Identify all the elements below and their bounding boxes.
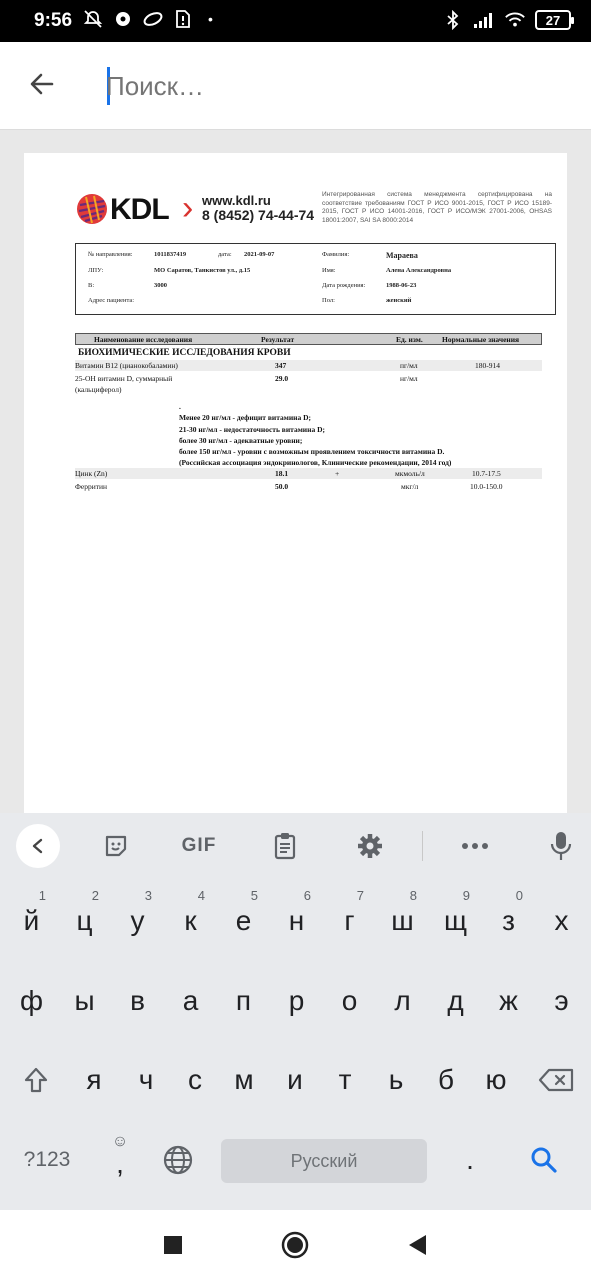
row-test-name: 25-OH витамин D, суммарный [75, 374, 173, 383]
key-з[interactable] [482, 888, 535, 950]
sex-label: Пол: [322, 297, 335, 304]
referral-label: № направления: [88, 251, 133, 258]
row-normal: 10.7-17.5 [472, 469, 501, 478]
key-р[interactable]: р [288, 985, 305, 1016]
results-table-header [75, 333, 542, 345]
key-д[interactable]: д [447, 985, 464, 1016]
key-г[interactable] [323, 888, 376, 950]
patient-info-box [75, 243, 556, 315]
globe-icon [162, 1144, 194, 1176]
note-line: (Российская ассоциация эндокринологов, Клинические рекомендации, 2014 год) [179, 458, 452, 468]
toolbar-divider [422, 831, 423, 861]
clipboard-button[interactable] [265, 826, 305, 866]
row-result: 347 [275, 361, 287, 370]
key-а[interactable]: а [182, 985, 199, 1016]
microphone-icon [550, 831, 572, 861]
sticker-button[interactable] [96, 826, 136, 866]
onscreen-keyboard [0, 813, 591, 1210]
key-й[interactable] [5, 888, 58, 950]
key-ч[interactable]: ч [138, 1064, 154, 1095]
key-п[interactable]: п [235, 985, 252, 1016]
key-hint: 8 [409, 888, 417, 903]
sim-alert-icon [172, 8, 194, 30]
address-label: Адрес пациента: [88, 297, 135, 304]
row-test-name: Цинк (Zn) [75, 469, 108, 478]
key-label: е [235, 905, 252, 936]
key-к[interactable] [164, 888, 217, 950]
space-key[interactable]: Русский [221, 1139, 427, 1183]
date-label: дата: [218, 251, 232, 258]
key-hint: 7 [356, 888, 364, 903]
gif-button[interactable]: GIF [181, 835, 217, 856]
status-time: 9:56 [34, 10, 73, 31]
key-label: г [344, 905, 355, 936]
note-line: более 30 нг/мл - адекватные уровни; [179, 435, 303, 445]
surname-label: Фамилия: [322, 251, 350, 258]
note-line: . [179, 402, 181, 411]
col-name-header: Наименование исследования [94, 335, 193, 344]
navigation-bar [0, 1210, 591, 1280]
language-key[interactable] [154, 1131, 202, 1189]
search-input[interactable] [106, 64, 546, 108]
backspace-key[interactable] [528, 1051, 584, 1109]
emoji-hint-icon: ☺ [111, 1133, 129, 1150]
settings-button[interactable] [350, 826, 390, 866]
note-line: 21-30 нг/мл - недостаточность витамина D; [179, 424, 325, 434]
key-в[interactable]: в [130, 985, 145, 1016]
row-test-name: Ферритин [75, 482, 108, 491]
key-б[interactable]: б [437, 1064, 455, 1095]
key-м[interactable]: м [234, 1064, 254, 1095]
row-result: 18.1 [275, 469, 289, 478]
row-unit: нг/мл [400, 374, 418, 383]
key-label: щ [443, 905, 468, 936]
key-label: й [23, 905, 40, 936]
row-result: 50.0 [275, 482, 289, 491]
key-label: у [130, 905, 145, 936]
back-button[interactable] [22, 64, 62, 104]
key-ж[interactable]: ж [499, 985, 518, 1016]
key-л[interactable]: л [394, 985, 411, 1016]
toolbar-collapse-button[interactable] [16, 824, 60, 868]
clipboard-icon [273, 832, 297, 860]
key-е[interactable] [217, 888, 270, 950]
name-value: Алена Александровна [386, 267, 452, 274]
table-row [75, 360, 542, 371]
sex-value: женский [386, 297, 412, 304]
leaf-icon [142, 8, 164, 30]
row-test-name-line2: (кальциферол) [75, 385, 122, 394]
key-hint: 0 [515, 888, 523, 903]
wifi-icon [504, 9, 526, 31]
row-unit: мкмоль/л [395, 469, 425, 478]
key-label: н [288, 905, 305, 936]
shift-key[interactable] [8, 1051, 64, 1109]
key-и[interactable]: и [287, 1064, 303, 1095]
key-label: , [116, 1148, 124, 1179]
key-с[interactable]: с [188, 1064, 202, 1095]
key-hint: 2 [91, 888, 99, 903]
key-о[interactable]: о [341, 985, 358, 1016]
key-hint: 3 [144, 888, 152, 903]
referral-value: 1011837419 [154, 251, 187, 258]
key-т[interactable]: т [338, 1064, 352, 1095]
search-key[interactable] [516, 1131, 572, 1189]
table-row [75, 373, 542, 384]
key-ц[interactable] [58, 888, 111, 950]
name-label: Имя: [322, 267, 336, 274]
key-label: з [502, 905, 515, 936]
key-hint: 9 [462, 888, 470, 903]
logo-chevron-icon: › [182, 189, 194, 227]
back-nav-button[interactable] [402, 1230, 432, 1260]
certification-text: Интегрированная система менеджмента сертифицирована на соответствие требованиям ГОСТ Р ИСО 9001-2015, ГОСТ Р ИСО 15189-2015, ГОСТ Р ИСО 14001-2016, ГОСТ Р ИСО/МЭК 27001-2006, OHSAS 18001:2007, SAI SA 8000:2014 [322, 191, 552, 224]
lpu-label: ЛПУ: [88, 267, 104, 274]
chat-icon [112, 8, 134, 30]
key-щ[interactable] [429, 888, 482, 950]
document-viewer[interactable] [0, 131, 591, 813]
comma-emoji-key[interactable] [98, 1131, 142, 1189]
voice-input-button[interactable] [541, 826, 581, 866]
row-result: 29.0 [275, 374, 289, 383]
signal-icon [473, 9, 495, 31]
key-ы[interactable]: ы [74, 985, 95, 1016]
key-label: ш [391, 905, 414, 936]
row-unit: пг/мл [400, 361, 418, 370]
row-flag: + [335, 469, 340, 478]
row-normal: 180-914 [475, 361, 500, 370]
period-key[interactable]: . [466, 1144, 474, 1175]
document-page [24, 153, 567, 813]
key-э[interactable]: э [554, 985, 569, 1016]
home-button[interactable] [280, 1230, 310, 1260]
col-result-header: Результат [261, 335, 295, 344]
triangle-back-icon [406, 1233, 428, 1257]
website: www.kdl.ru [202, 193, 271, 208]
note-line: Менее 20 нг/мл - дефицит витамина D; [179, 413, 312, 423]
surname-value: Мараева [386, 251, 418, 260]
key-ь[interactable]: ь [388, 1064, 404, 1095]
row-normal: 10.0-150.0 [470, 482, 503, 491]
status-icons-left [82, 8, 213, 30]
search-icon [530, 1146, 558, 1174]
key-hint: 4 [197, 888, 205, 903]
circle-home-icon [281, 1231, 309, 1259]
logo-mark-icon [76, 193, 108, 225]
key-ш[interactable] [376, 888, 429, 950]
dob-value: 1988-06-23 [386, 282, 417, 289]
key-label: ц [76, 905, 93, 936]
key-х[interactable] [535, 892, 588, 950]
table-row [75, 468, 542, 479]
table-row-continuation [75, 384, 542, 395]
square-icon [163, 1235, 183, 1255]
section-title: БИОХИМИЧЕСКИЕ ИССЛЕДОВАНИЯ КРОВИ [78, 348, 291, 358]
key-у[interactable] [111, 888, 164, 950]
note-line: более 150 нг/мл - уровни с возможным проявлением токсичности витамина D. [179, 447, 445, 457]
recents-button[interactable] [158, 1230, 188, 1260]
search-bar [0, 42, 591, 130]
key-label: х [554, 905, 569, 936]
key-ф[interactable]: ф [19, 985, 44, 1016]
bluetooth-icon [442, 9, 464, 31]
logo-text: KDL [110, 193, 169, 226]
keyboard-toolbar [0, 813, 591, 879]
symbols-key[interactable]: ?123 [23, 1148, 71, 1171]
key-hint: 5 [250, 888, 258, 903]
arrow-back-icon [28, 70, 56, 98]
v-label: В: [88, 282, 95, 289]
shift-arrow-icon [23, 1066, 49, 1094]
lpu-value: МО Саратов, Танкистов ул., д.15 [154, 267, 251, 274]
more-options-button[interactable] [455, 826, 495, 866]
key-я[interactable]: я [86, 1064, 102, 1095]
status-icons-right [442, 9, 571, 31]
gear-icon [356, 832, 384, 860]
table-row [75, 481, 542, 492]
status-bar [0, 0, 591, 42]
phone-number: 8 (8452) 74-44-74 [202, 207, 315, 223]
more-horizontal-icon [461, 842, 489, 850]
row-test-name: Витамин B12 (цианокобаламин) [75, 361, 178, 370]
vitamin-d-note [179, 401, 451, 469]
notification-dot-icon: • [208, 11, 213, 27]
key-label: к [184, 905, 197, 936]
key-hint: 1 [38, 888, 46, 903]
battery-icon: 27 [535, 10, 571, 30]
col-unit-header: Ед. изм. [396, 335, 423, 344]
col-normal-header: Нормальные значения [442, 335, 520, 344]
row-unit: мкг/л [401, 482, 419, 491]
key-ю[interactable]: ю [485, 1064, 507, 1095]
backspace-icon [538, 1068, 574, 1092]
key-н[interactable] [270, 888, 323, 950]
date-value: 2021-09-07 [244, 251, 275, 258]
sticker-icon [103, 833, 129, 859]
chevron-left-icon [29, 837, 47, 855]
dob-label: Дата рождения: [322, 282, 366, 289]
key-hint: 6 [303, 888, 311, 903]
v-value: 3000 [154, 282, 167, 289]
dnd-off-icon [82, 8, 104, 30]
